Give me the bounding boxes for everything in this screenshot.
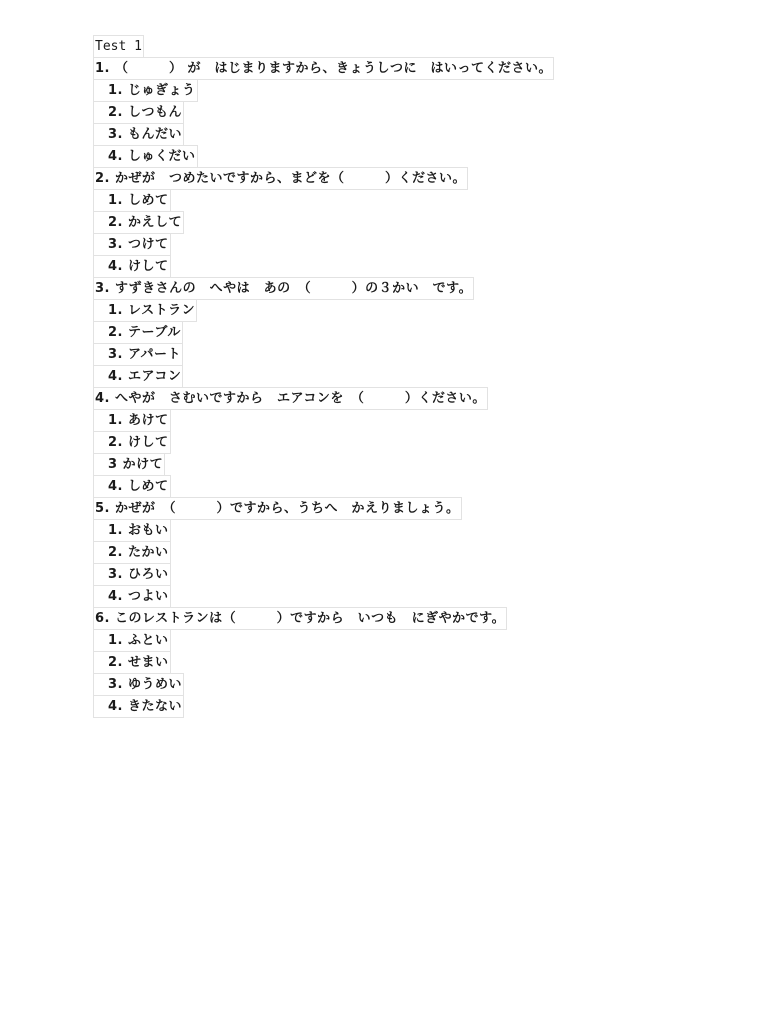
question-4-option-3: 3 かけて bbox=[93, 453, 165, 476]
question-5-option-4: 4. つよい bbox=[93, 585, 171, 608]
page-title: Test 1 bbox=[93, 35, 144, 58]
question-6-option-3: 3. ゆうめい bbox=[93, 673, 184, 696]
question-6-option-1: 1. ふとい bbox=[93, 629, 171, 652]
question-2-option-2: 2. かえして bbox=[93, 211, 184, 234]
question-4-option-4: 4. しめて bbox=[93, 475, 171, 498]
worksheet bbox=[93, 34, 753, 716]
question-5: 5. かぜが （ ）ですから、うちへ かえりましょう。 bbox=[93, 497, 462, 520]
question-3-option-2: 2. テーブル bbox=[93, 321, 183, 344]
question-6: 6. このレストランは（ ）ですから いつも にぎやかです。 bbox=[93, 607, 507, 630]
question-1-option-1: 1. じゅぎょう bbox=[93, 79, 198, 102]
question-2-option-1: 1. しめて bbox=[93, 189, 171, 212]
question-6-option-2: 2. せまい bbox=[93, 651, 171, 674]
question-4-option-2: 2. けして bbox=[93, 431, 171, 454]
question-1-option-2: 2. しつもん bbox=[93, 101, 184, 124]
question-5-option-3: 3. ひろい bbox=[93, 563, 171, 586]
question-6-option-4: 4. きたない bbox=[93, 695, 184, 718]
question-2: 2. かぜが つめたいですから、まどを（ ）ください。 bbox=[93, 167, 468, 190]
question-3-option-4: 4. エアコン bbox=[93, 365, 183, 388]
question-3-option-1: 1. レストラン bbox=[93, 299, 197, 322]
question-2-option-4: 4. けして bbox=[93, 255, 171, 278]
question-3: 3. すずきさんの へやは あの （ ）の３かい です。 bbox=[93, 277, 474, 300]
question-3-option-3: 3. アパート bbox=[93, 343, 183, 366]
question-5-option-2: 2. たかい bbox=[93, 541, 171, 564]
question-4-option-1: 1. あけて bbox=[93, 409, 171, 432]
question-1-option-3: 3. もんだい bbox=[93, 123, 184, 146]
question-2-option-3: 3. つけて bbox=[93, 233, 171, 256]
question-4: 4. へやが さむいですから エアコンを （ ）ください。 bbox=[93, 387, 488, 410]
question-1: 1. （ ） が はじまりますから、きょうしつに はいってください。 bbox=[93, 57, 554, 80]
question-5-option-1: 1. おもい bbox=[93, 519, 171, 542]
question-1-option-4: 4. しゅくだい bbox=[93, 145, 198, 168]
